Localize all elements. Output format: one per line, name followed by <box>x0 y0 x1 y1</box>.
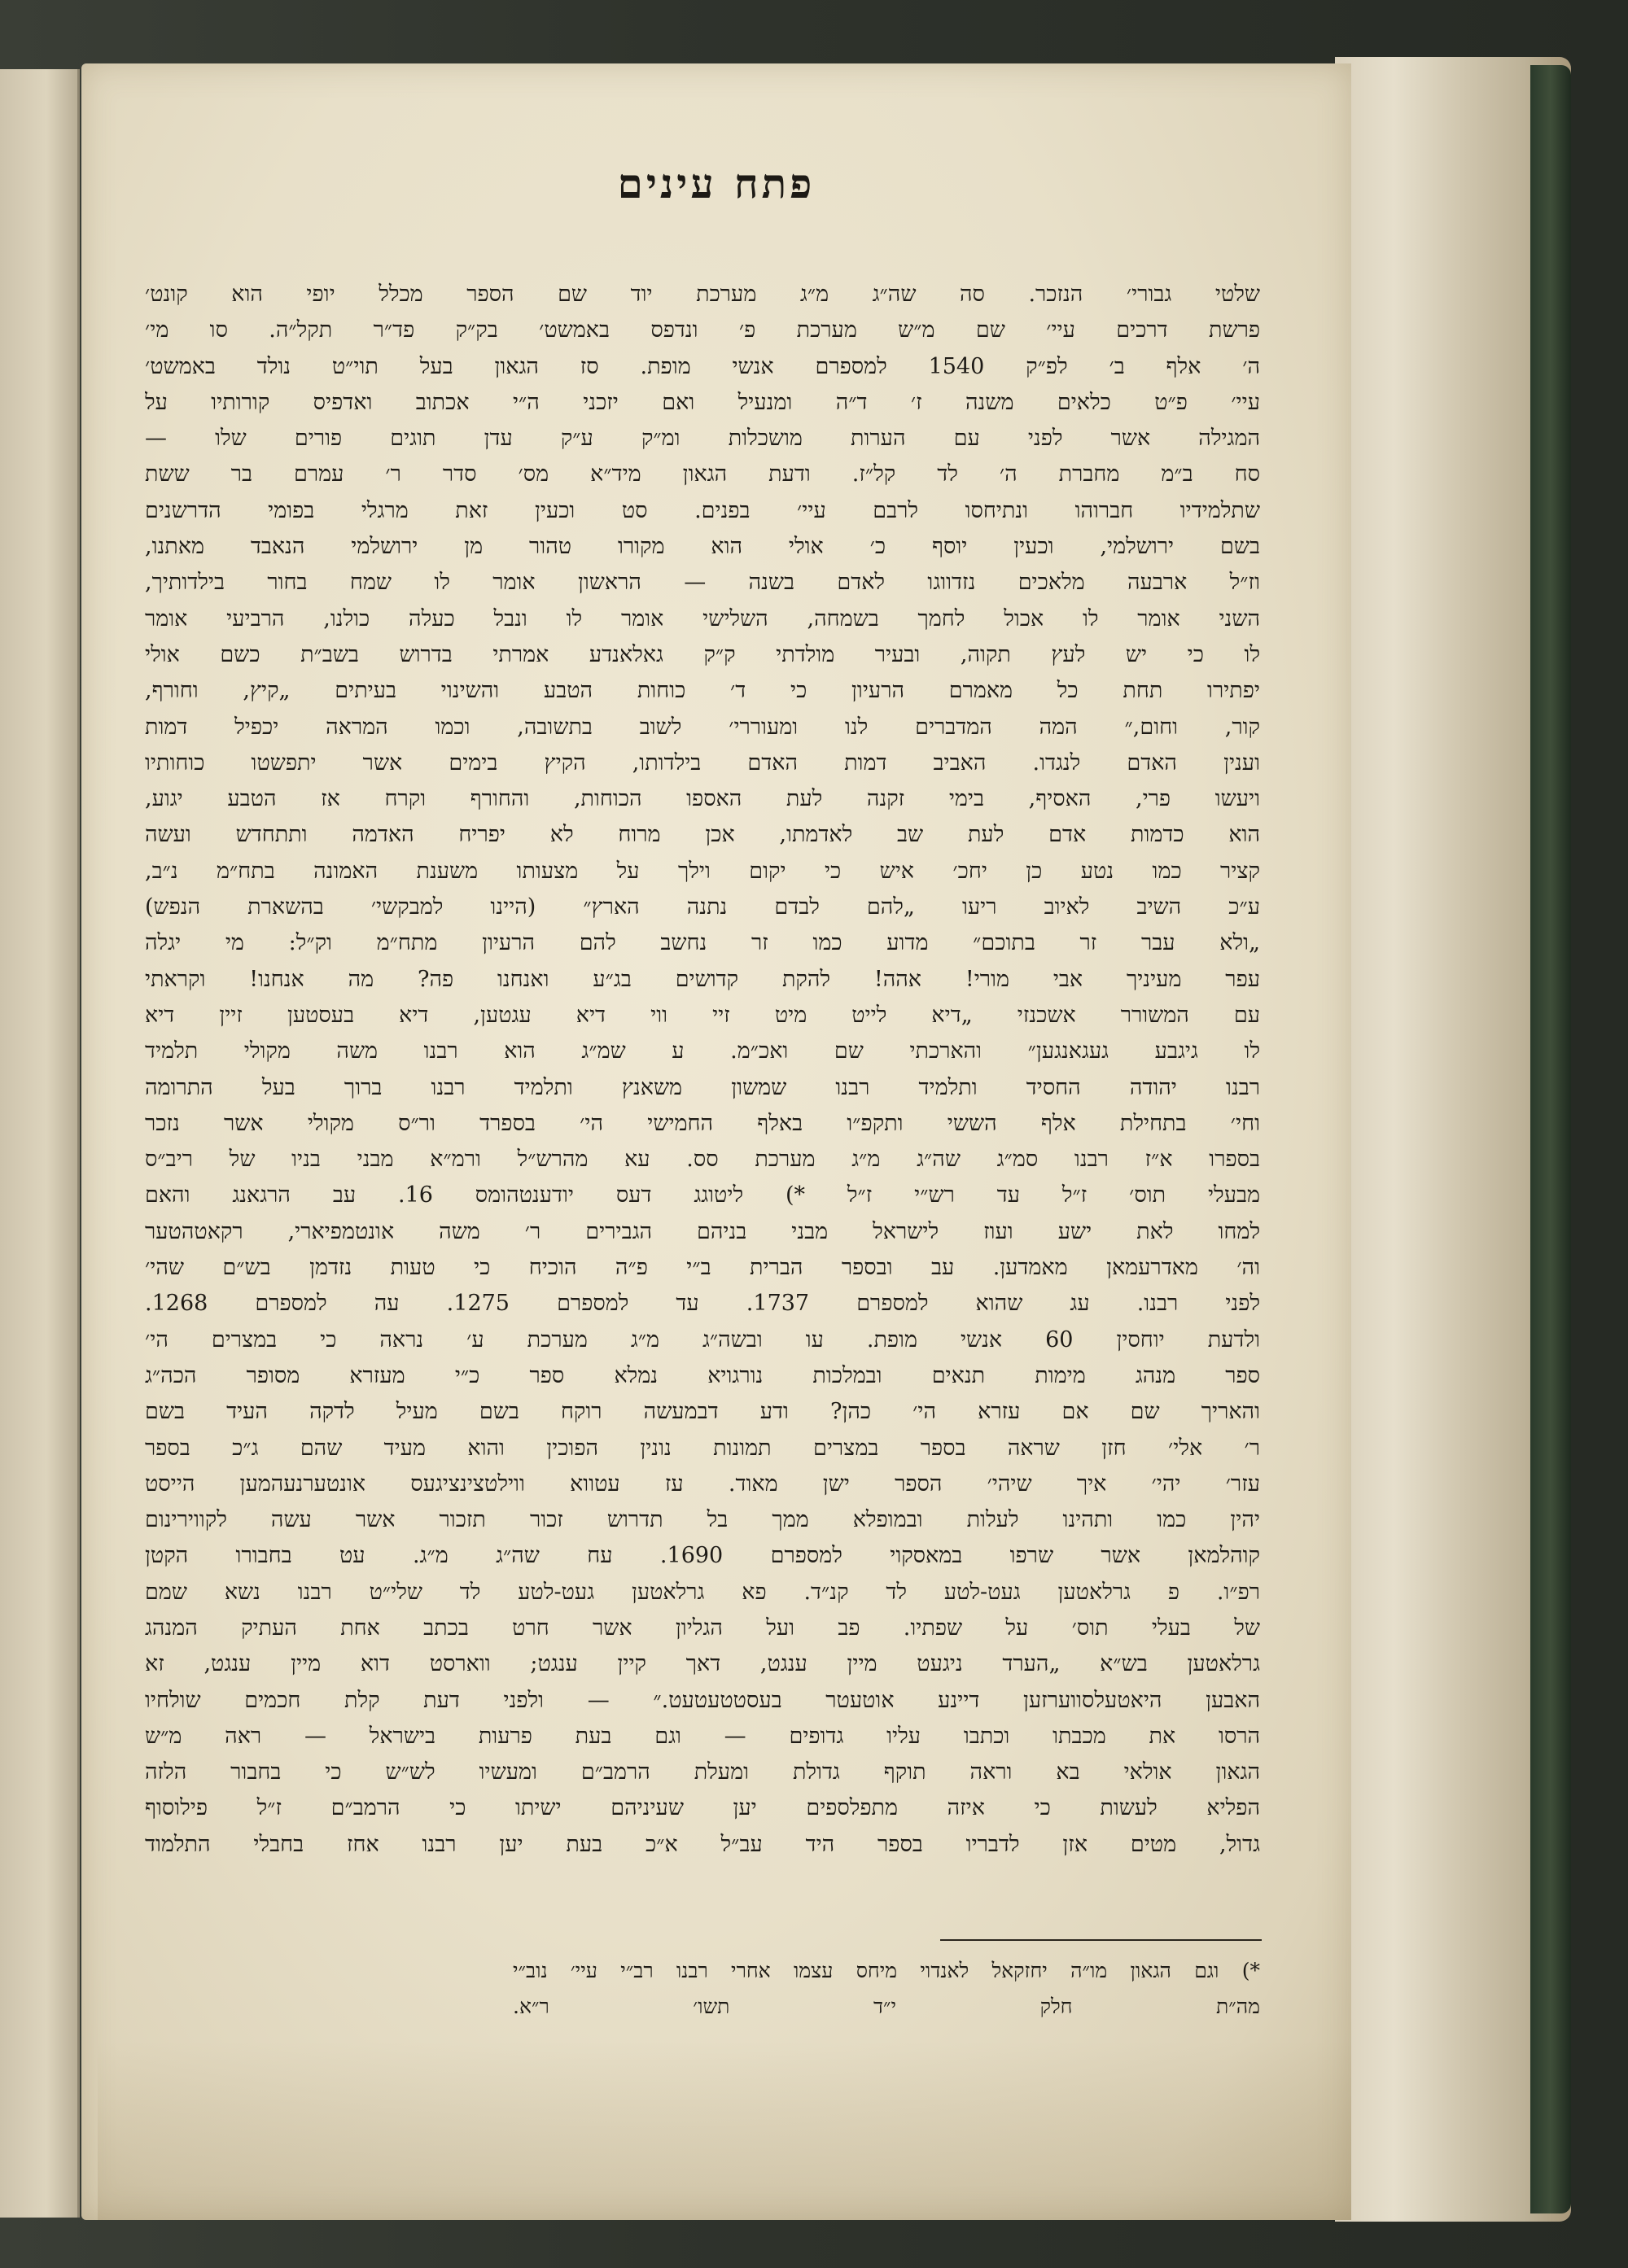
text-line: שתלמידיו חברוהו ונתיחסו לרבם עיי׳ בפנים. סט וכעין זאת מרגלי בפומי הדרשנים <box>145 497 1260 523</box>
text-line: רבנו יהודה החסיד ותלמיד רבנו שמשון משאנץ ותלמיד רבנו ברוך בעל התרומה <box>145 1074 1260 1100</box>
text-line: רפ״ו. פ גרלאטען געט-לטע לד קנ״ד. פא גרלאטען געט-לטע לד שלי״ט רבנו נשא שמם <box>145 1579 1260 1605</box>
text-line: בספרו א״ז רבנו סמ״ג שה״ג מ״ג מערכת סס. עא מהרש״ל ורמ״א מבני בניו של ריב״ס <box>145 1147 1260 1173</box>
text-line: המגילה אשר לפני עם הערות מושכלות ומ״ק ע״ק עדן תוגים פורים שלו — <box>145 426 1260 452</box>
text-line: לו גיגבע געגאנגען״ והארכתי שם ואכ״מ. ע שמ״ג הוא רבנו משה מקולי תלמיד <box>145 1038 1260 1064</box>
text-line: הגאון אולאי בא וראה תוקף גדולת ומעלת הרמב״ם ומעשיו לש״ש כי בחבור הלזה <box>145 1759 1260 1785</box>
text-line: ע״כ השיב לאיוב ריעו „להם לבדם נתנה הארץ״ (היינו למבקשי׳ בהשארת הנפש) <box>145 894 1260 920</box>
text-line: השני אומר לו אכול לחמך בשמחה, השלישי אומר לו ונבל כעלה כולנו, הרביעי אומר <box>145 605 1260 631</box>
text-line: למחו לאת ישע ועוז לישראל מבני בניהם הגבירים ר׳ משה אונטמפיארי, רקאטהטער <box>145 1218 1260 1244</box>
text-line: לו כי יש לעץ תקוה, ובעיר מולדתי ק״ק גאלאנדע אמרתי בדרוש בשב״ת כשם אולי <box>145 641 1260 667</box>
text-line: הוא כדמות אדם לעת שב לאדמתו, אכן מרוח לא יפריח האדמה ותתחדש ועשה <box>145 822 1260 848</box>
text-line: עם המשורר אשכנזי „דיא לייט מיט זיי ווי דיא עגטען, דיא בעסטען זיין דיא <box>145 1002 1260 1028</box>
text-line: ה׳ אלף ב׳ לפ״ק 1540 למספרם אנשי מופת. סז הגאון בעל תוי״ט נולד באמשט׳ <box>145 353 1260 379</box>
text-line: עיי׳ פ״ט כלאים משנה ז׳ ד״ה ומנעיל ואם יזכני ה״י אכתוב ואדפיס קורותיו על <box>145 389 1260 415</box>
page-aging-stain <box>98 2041 1351 2220</box>
text-line: יהין כמו ותהינו לעלות ובמופלא ממך בל תדרוש זכור תזכור אשר עשה לקווירינום <box>145 1507 1260 1533</box>
text-line: לפני רבנו. עג שהוא למספרם 1737. עד למספרם 1275. עה למספרם 1268. <box>145 1291 1260 1317</box>
text-line: גרלאטען בש״א „הערד ניגעט מיין ענגט, דאך קיין ענגט; ווארסט דוא מיין ענגט, זא <box>145 1651 1260 1677</box>
footnote-line: מה״ת חלק י״ד תשו׳ ר״א. <box>513 1995 1260 2018</box>
text-line: מבעלי תוס׳ ז״ל עד רש״י ז״ל *) ליטוגג דעס יודענטהומס 16. עב הרגאנג והאם <box>145 1182 1260 1208</box>
text-line: וז״ל ארבעה מלאכים נזדווגו לאדם בשנה — הראשון אומר לו שמח בחור בילדותיך, <box>145 570 1260 596</box>
text-line: סח ב״מ מחברת ה׳ לד קל״ז. ודעת הגאון מיד״א מס׳ סדר ר׳ עמרם בר ששת <box>145 461 1260 487</box>
page-title: פתח עינים <box>617 160 816 208</box>
text-line: פרשת דרכים עיי׳ שם מ״ש מערכת פ׳ ונדפס באמשט׳ בק״ק פד״ר תקל״ה. סו מי׳ <box>145 317 1260 343</box>
text-line: קוהלמאן אשר שרפו במאסקוי למספרם 1690. עח שה״ג מ״ג. עט בחבורו הקטן <box>145 1543 1260 1569</box>
text-line: קור, וחום,״ המה המדברים לנו ומעוררי׳ לשוב בתשובה, וכמו המראה יכפיל דמות <box>145 714 1260 740</box>
text-line: הפליא לעשות כי איזה מתפלספים יען שעיניהם ישיתו כי הרמב״ם ז״ל פילוסוף <box>145 1795 1260 1821</box>
text-line: שלטי גבורי׳ הנזכר. סה שה״ג מ״ג מערכת יוד שם הספר מכלל יופי הוא קונט׳ <box>145 282 1260 307</box>
text-line: בשם ירושלמי, וכעין יוסף כ׳ אולי הוא מקורו טהור מן ירושלמי הנאבד מאתנו, <box>145 534 1260 560</box>
book-cover-edge <box>1530 65 1571 2213</box>
text-line: ויעשו פרי, האסיף, בימי זקנה לעת האספו הכוחות, והחורף וקרח אז הטבע יגוע, <box>145 786 1260 812</box>
text-line: יפתירו תחת כל מאמרם הרעיון כי ד׳ כוחות הטבע והשינוי בעיתים „קיץ, וחורף, <box>145 678 1260 704</box>
text-line: וענין האדם לנגדו. האביב דמות האדם בילדותו, הקיץ בימים אשר יתפשטו כוחותיו <box>145 749 1260 776</box>
text-line: גדול, מטים אזן לדבריו בספר היד עב״ל א״כ בעת יען רבנו אחז בחבלי התלמוד <box>145 1831 1260 1857</box>
text-line: של בעלי תוס׳ על שפתיו. פב ועל הגליון אשר חרט בכתב אחת העתיק המנהג <box>145 1615 1260 1641</box>
text-line: „ולא עבר זר בתוכם״ מדוע כמו זר נחשב להם הרעיון מתח״מ וק״ל: מי יגלה <box>145 930 1260 956</box>
text-line: ר׳ אלי׳ חזן שראה בספר במצרים תמונות נונין הפוכין והוא מעיד שהם ג״כ בספר <box>145 1435 1260 1461</box>
footnote-divider <box>940 1939 1262 1941</box>
text-line: האבען היאטעלסווערזען דיינע אוטעטר בעסטטעטעט.״ — ולפני דעת קלת חכמים שולחיו <box>145 1687 1260 1713</box>
text-line: וה׳ מאדרעמאן מאמדען. עב ובספר הברית ב״י פ״ה הוכיח כי טעות נזדמן בש״ם שהי׳ <box>145 1255 1260 1281</box>
previous-page-edge <box>0 69 80 2218</box>
text-line: קציר כמו נטע כן יחכ׳ איש כי יקום וילך על מצעותו משענת האמונה בתח״מ נ״ב, <box>145 858 1260 884</box>
book-page <box>81 63 1351 2220</box>
footnote-line: *) וגם הגאון מו״ה יחזקאל לאנדוי מיחס עצמו אחרי רבנו רב״י עיי׳ נוב״י <box>513 1959 1260 1982</box>
footnote <box>513 1953 1260 2025</box>
text-line: עפר מעיניך אבי מורי! אהה! להקת קדושים בג״ע ואנחנו פה? מה אנחנו! וקראתי <box>145 966 1260 992</box>
text-line: עזר׳ יהי׳ איך שיהי׳ הספר ישן מאוד. עז עטווא ווילטצינציגעס אונטערנעהמען הייסט <box>145 1470 1260 1497</box>
text-line: ולדעת יוחסין 60 אנשי מופת. עו ובשה״ג מ״ג מערכת ע׳ נראה כי במצרים הי׳ <box>145 1326 1260 1352</box>
text-line: והאריך שם אם עזרא הי׳ כהן? ודע דבמעשה רוקח בשם מעיל לדקה העיד בשם <box>145 1399 1260 1425</box>
text-line: הרסו את מכבתו וכתבו עליו גדופים — וגם בעת פרעות בישראל — ראה מ״ש <box>145 1723 1260 1749</box>
text-line: וחי׳ בתחילת אלף הששי ותקפ״ו באלף החמישי הי׳ בספרד ור״ס מקולי אשר נזכר <box>145 1110 1260 1136</box>
body-text <box>145 277 1260 1863</box>
text-line: ספר מנהג מימות תנאים ובמלכות נורגויא נמלא ספר כ״י מעזרא מסופר הכה״ג <box>145 1362 1260 1388</box>
